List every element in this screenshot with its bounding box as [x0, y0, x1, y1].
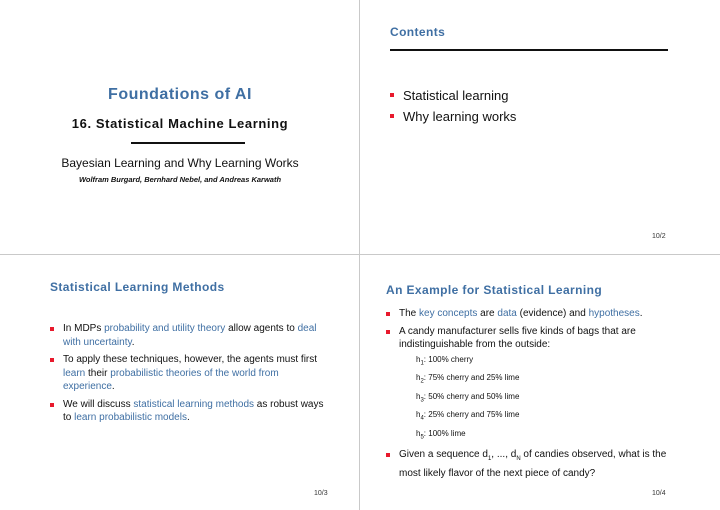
hypothesis: $h_4$: 25% cherry and 75% lime: [416, 410, 520, 422]
page-number: 10/2: [652, 233, 666, 240]
contents-rule: [390, 49, 668, 51]
page-number: 10/3: [314, 490, 328, 497]
contents-list: [390, 85, 516, 127]
slide4-bullet: A candy manufacturer sells five kinds of bags that are indistinguishable from the outside: $h_1$: 100% cherry $h_2$: 75% cherry and 25% lime $h_3$: 50% cherry and 50% lime $h_4$: 25% cherry and 75% lime $h_5$: 100% lime: [386, 325, 671, 445]
hypothesis: $h_3$: 50% cherry and 50% lime: [416, 391, 520, 404]
horizontal-divider: [0, 254, 720, 255]
slide-title-subtitle: 16. Statistical Machine Learning: [71, 116, 289, 131]
contents-item: Why learning works: [390, 106, 516, 127]
hypothesis: $h_2$: 75% cherry and 25% lime: [416, 373, 520, 385]
slide-title-description: Bayesian Learning and Why Learning Works: [61, 156, 299, 170]
slide4-heading: An Example for Statistical Learning: [386, 283, 603, 297]
page-number: 10/4: [652, 490, 666, 497]
slide-title-heading: Foundations of AI: [108, 86, 252, 103]
contents-heading: Contents: [390, 25, 446, 39]
title-rule: [131, 142, 245, 144]
slide3-bullets: [50, 322, 325, 429]
slide3-bullet: We will discuss statistical learning methods as robust ways to learn probabilistic models.: [50, 398, 325, 425]
contents-item: Statistical learning: [390, 85, 516, 106]
slide3-bullet: In MDPs probability and utility theory allow agents to deal with uncertainty.: [50, 322, 325, 349]
hypothesis: $h_1$: 100% cherry: [416, 354, 474, 367]
slide-title-authors: Wolfram Burgard, Bernhard Nebel, and Andreas Karwath: [78, 175, 282, 184]
slide4-bullet: Given a sequence $d_1$, ..., $d_N$ of candies observed, what is the most likely flavor of the next piece of candy?: [386, 448, 671, 480]
slide3-heading: Statistical Learning Methods: [50, 280, 225, 294]
slide3-bullet: To apply these techniques, however, the agents must first learn their probabilistic theories of the world from experience.: [50, 353, 325, 394]
hypothesis: $h_5$: 100% lime: [416, 428, 466, 441]
vertical-divider: [359, 0, 360, 510]
slide4-bullets: [386, 307, 671, 484]
slide4-bullet: The key concepts are data (evidence) and hypotheses.: [386, 307, 671, 321]
